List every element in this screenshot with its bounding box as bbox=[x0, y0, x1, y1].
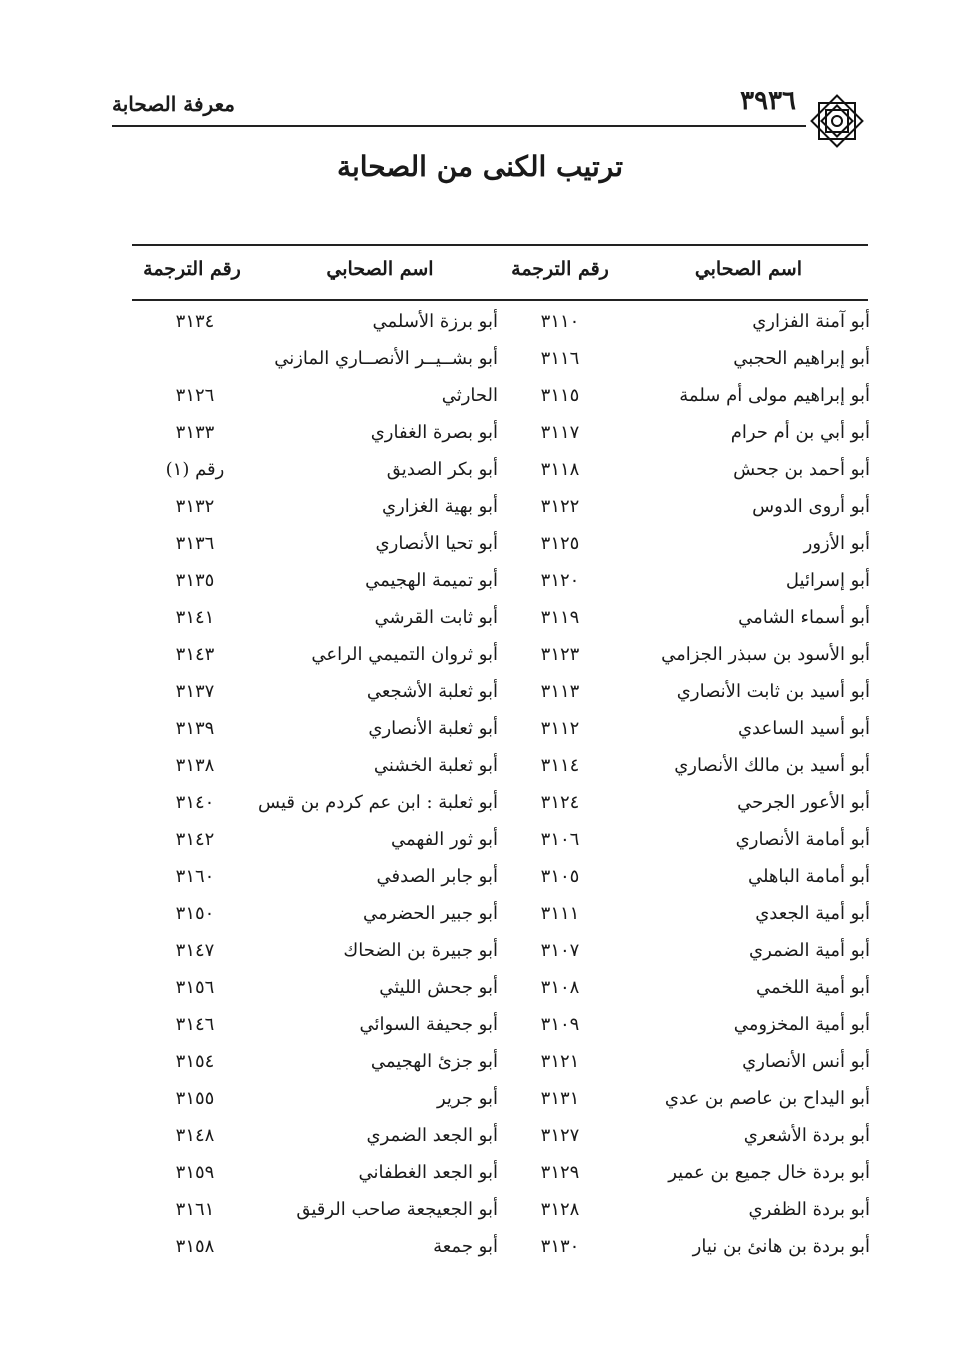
companion-name: أبو جمعة bbox=[433, 1236, 498, 1257]
companion-name: أبو آمنة الفزاري bbox=[752, 311, 870, 332]
biography-number: ٣١٣٣ bbox=[175, 422, 215, 443]
table-row bbox=[0, 675, 960, 712]
companion-name: أبو أنس الأنصاري bbox=[742, 1051, 870, 1072]
table-row bbox=[0, 1119, 960, 1156]
biography-number: ٣١٥٦ bbox=[175, 977, 215, 998]
star-ornament-icon bbox=[806, 90, 868, 152]
biography-number: ٣١١٩ bbox=[540, 607, 580, 628]
table-row bbox=[0, 712, 960, 749]
section-title: ترتيب الكنى من الصحابة bbox=[336, 150, 624, 183]
companion-name: أبو إسرائيل bbox=[785, 570, 870, 591]
biography-number: ٣١٤٦ bbox=[175, 1014, 215, 1035]
companion-name: أبو تميمة الهجيمي bbox=[365, 570, 498, 591]
companion-name: أبو بردة بن هانئ بن نيار bbox=[692, 1236, 870, 1257]
biography-number: ٣١٢٠ bbox=[540, 570, 580, 591]
table-row bbox=[0, 860, 960, 897]
biography-number: ٣١٢٩ bbox=[540, 1162, 580, 1183]
column-header-name-left: اسم الصحابي bbox=[326, 258, 434, 280]
header-divider bbox=[112, 125, 806, 127]
companion-name: أبو أسيد الساعدي bbox=[737, 718, 870, 739]
biography-number: ٣١٣٩ bbox=[175, 718, 215, 739]
companion-name: أبو أحمد بن جحش bbox=[733, 459, 870, 480]
companion-name: أبو الجعد الغطفاني bbox=[358, 1162, 498, 1183]
biography-number: ٣١٤٢ bbox=[175, 829, 215, 850]
companion-name: أبو جحش الليثي bbox=[379, 977, 498, 998]
companion-name: أبو بكر الصديق bbox=[386, 459, 498, 480]
companion-name: أبو أسماء الشامي bbox=[738, 607, 870, 628]
companion-name: أبو أبي بن أم حرام bbox=[730, 422, 870, 443]
companion-name: أبو ثابت القرشي bbox=[374, 607, 498, 628]
companion-name: أبو ثعلبة الخشني bbox=[373, 755, 498, 776]
table-row bbox=[0, 601, 960, 638]
biography-number: ٣١٢٢ bbox=[540, 496, 580, 517]
companion-name: أبو أمامة الأنصاري bbox=[735, 829, 870, 850]
companion-name: أبو أمية اللخمي bbox=[756, 977, 870, 998]
companion-name: أبو برزة الأسلمي bbox=[372, 311, 498, 332]
table-row bbox=[0, 1230, 960, 1267]
companion-name: أبو جزئ الهجيمي bbox=[370, 1051, 498, 1072]
biography-number: ٣١١٨ bbox=[540, 459, 580, 480]
biography-number: ٣١٥٥ bbox=[175, 1088, 215, 1109]
page-number: ٣٩٣٦ bbox=[740, 86, 796, 116]
companion-name: أبو أمية الضمري bbox=[749, 940, 870, 961]
companion-name: أبو بردة الظفري bbox=[748, 1199, 870, 1220]
companion-name: أبو جحيفة السوائي bbox=[359, 1014, 498, 1035]
biography-number: ٣١٥٨ bbox=[175, 1236, 215, 1257]
table-row bbox=[0, 416, 960, 453]
biography-number: ٣١٦٠ bbox=[175, 866, 215, 887]
table-header-rule bbox=[132, 299, 868, 301]
column-header-name-right: اسم الصحابي bbox=[694, 258, 802, 280]
biography-number: ٣١٣٢ bbox=[175, 496, 215, 517]
table-row bbox=[0, 934, 960, 971]
biography-number: ٣١٢٤ bbox=[540, 792, 580, 813]
table-row bbox=[0, 342, 960, 379]
table-row bbox=[0, 971, 960, 1008]
table-row bbox=[0, 453, 960, 490]
companion-name: أبو الجعيجعة صاحب الرقيق bbox=[296, 1199, 498, 1220]
biography-number: ٣١٣٤ bbox=[175, 311, 215, 332]
biography-number: ٣١٣٧ bbox=[175, 681, 215, 702]
table-row bbox=[0, 490, 960, 527]
table-row bbox=[0, 1082, 960, 1119]
companion-name: أبو بردة خال جميع بن عمير bbox=[668, 1162, 870, 1183]
companion-name: أبو أمامة الباهلي bbox=[747, 866, 870, 887]
biography-number: ٣١٢٨ bbox=[540, 1199, 580, 1220]
biography-number: ٣١٤٨ bbox=[175, 1125, 215, 1146]
biography-number: ٣١١٠ bbox=[540, 311, 580, 332]
biography-number: ٣١٠٩ bbox=[540, 1014, 580, 1035]
biography-number: ٣١١٧ bbox=[540, 422, 580, 443]
biography-number: ٣١١٥ bbox=[540, 385, 580, 406]
companion-name: أبو أروى الدوس bbox=[752, 496, 870, 517]
table-row bbox=[0, 1045, 960, 1082]
table-row bbox=[0, 1008, 960, 1045]
biography-number: ٣١٢٥ bbox=[540, 533, 580, 554]
table-row bbox=[0, 305, 960, 342]
biography-number: ٣١٤٧ bbox=[175, 940, 215, 961]
biography-number: ٣١١٣ bbox=[540, 681, 580, 702]
biography-number: ٣١٣٠ bbox=[540, 1236, 580, 1257]
companion-name: أبو الأعور الجرحي bbox=[737, 792, 870, 813]
companion-name: أبو تحيا الأنصاري bbox=[375, 533, 498, 554]
table-row bbox=[0, 564, 960, 601]
table-row bbox=[0, 823, 960, 860]
companion-name: أبو إبراهيم الحجبي bbox=[733, 348, 870, 369]
biography-number: ٣١٠٦ bbox=[540, 829, 580, 850]
companion-name: أبو ثور الفهمي bbox=[390, 829, 498, 850]
biography-number: ٣١٥٤ bbox=[175, 1051, 215, 1072]
biography-number: ٣١٠٨ bbox=[540, 977, 580, 998]
table-row bbox=[0, 527, 960, 564]
biography-number: ٣١٢١ bbox=[540, 1051, 580, 1072]
companion-name: أبو ثعلبة الأنصاري bbox=[368, 718, 498, 739]
companion-name: أبو إبراهيم مولى أم سلمة bbox=[679, 385, 870, 406]
companion-name: أبو بردة الأشعري bbox=[743, 1125, 870, 1146]
book-title: معرفة الصحابة bbox=[112, 92, 235, 116]
companions-table bbox=[0, 305, 960, 1267]
companion-name: أبو ثروان التميمي الراعي bbox=[311, 644, 498, 665]
biography-number: ٣١١٦ bbox=[540, 348, 580, 369]
companion-name: أبو جبير الحضرمي bbox=[363, 903, 498, 924]
companion-name: أبو أمية المخزومي bbox=[733, 1014, 870, 1035]
table-top-rule bbox=[132, 244, 868, 246]
biography-number: ٣١٢٣ bbox=[540, 644, 580, 665]
biography-number: ٣١٠٧ bbox=[540, 940, 580, 961]
column-header-number-right: رقم الترجمة bbox=[511, 258, 609, 280]
companion-name: أبو بشــيــر الأنصــاري المازني bbox=[274, 348, 498, 369]
biography-number: ٣١٤٣ bbox=[175, 644, 215, 665]
table-row bbox=[0, 749, 960, 786]
biography-number: ٣١٣٦ bbox=[175, 533, 215, 554]
companion-name: أبو ثعلبة الأشجعي bbox=[366, 681, 498, 702]
companion-name: أبو الأسود بن سبذر الجزامي bbox=[661, 644, 870, 665]
biography-number: رقم (١) bbox=[165, 459, 225, 480]
companion-name: أبو جابر الصدفي bbox=[376, 866, 498, 887]
biography-number: ٣١٦١ bbox=[175, 1199, 215, 1220]
biography-number: ٣١٣١ bbox=[540, 1088, 580, 1109]
table-row bbox=[0, 379, 960, 416]
table-row bbox=[0, 638, 960, 675]
biography-number: ٣١٢٧ bbox=[540, 1125, 580, 1146]
companion-name: أبو أسيد بن مالك الأنصاري bbox=[674, 755, 870, 776]
biography-number: ٣١٤٠ bbox=[175, 792, 215, 813]
companion-name: أبو بصرة الغفاري bbox=[370, 422, 498, 443]
biography-number: ٣١٤١ bbox=[175, 607, 215, 628]
companion-name: أبو أمية الجعدي bbox=[755, 903, 870, 924]
table-row bbox=[0, 1193, 960, 1230]
biography-number: ٣١٢٦ bbox=[175, 385, 215, 406]
biography-number: ٣١٥٩ bbox=[175, 1162, 215, 1183]
companion-name: أبو جرير bbox=[436, 1088, 498, 1109]
companion-name: الحارثي bbox=[441, 385, 498, 406]
biography-number: ٣١٣٨ bbox=[175, 755, 215, 776]
table-row bbox=[0, 897, 960, 934]
table-row bbox=[0, 786, 960, 823]
companion-name: أبو الجعد الضمري bbox=[366, 1125, 498, 1146]
biography-number: ٣١١٢ bbox=[540, 718, 580, 739]
page-header bbox=[0, 0, 960, 150]
table-row bbox=[0, 1156, 960, 1193]
biography-number: ٣١٠٥ bbox=[540, 866, 580, 887]
companion-name: أبو أسيد بن ثابت الأنصاري bbox=[676, 681, 870, 702]
biography-number: ٣١١٤ bbox=[540, 755, 580, 776]
biography-number: ٣١٣٥ bbox=[175, 570, 215, 591]
biography-number: ٣١١١ bbox=[540, 903, 580, 924]
companion-name: أبو ثعلبة : ابن عم كردم بن قيس bbox=[258, 792, 498, 813]
column-header-number-left: رقم الترجمة bbox=[143, 258, 241, 280]
companion-name: أبو اليداح بن عاصم بن عدي bbox=[664, 1088, 870, 1109]
biography-number: ٣١٥٠ bbox=[175, 903, 215, 924]
companion-name: أبو جبيرة بن الضحاك bbox=[343, 940, 498, 961]
companion-name: أبو بهية الغزاري bbox=[381, 496, 498, 517]
companion-name: أبو الأزور bbox=[803, 533, 870, 554]
